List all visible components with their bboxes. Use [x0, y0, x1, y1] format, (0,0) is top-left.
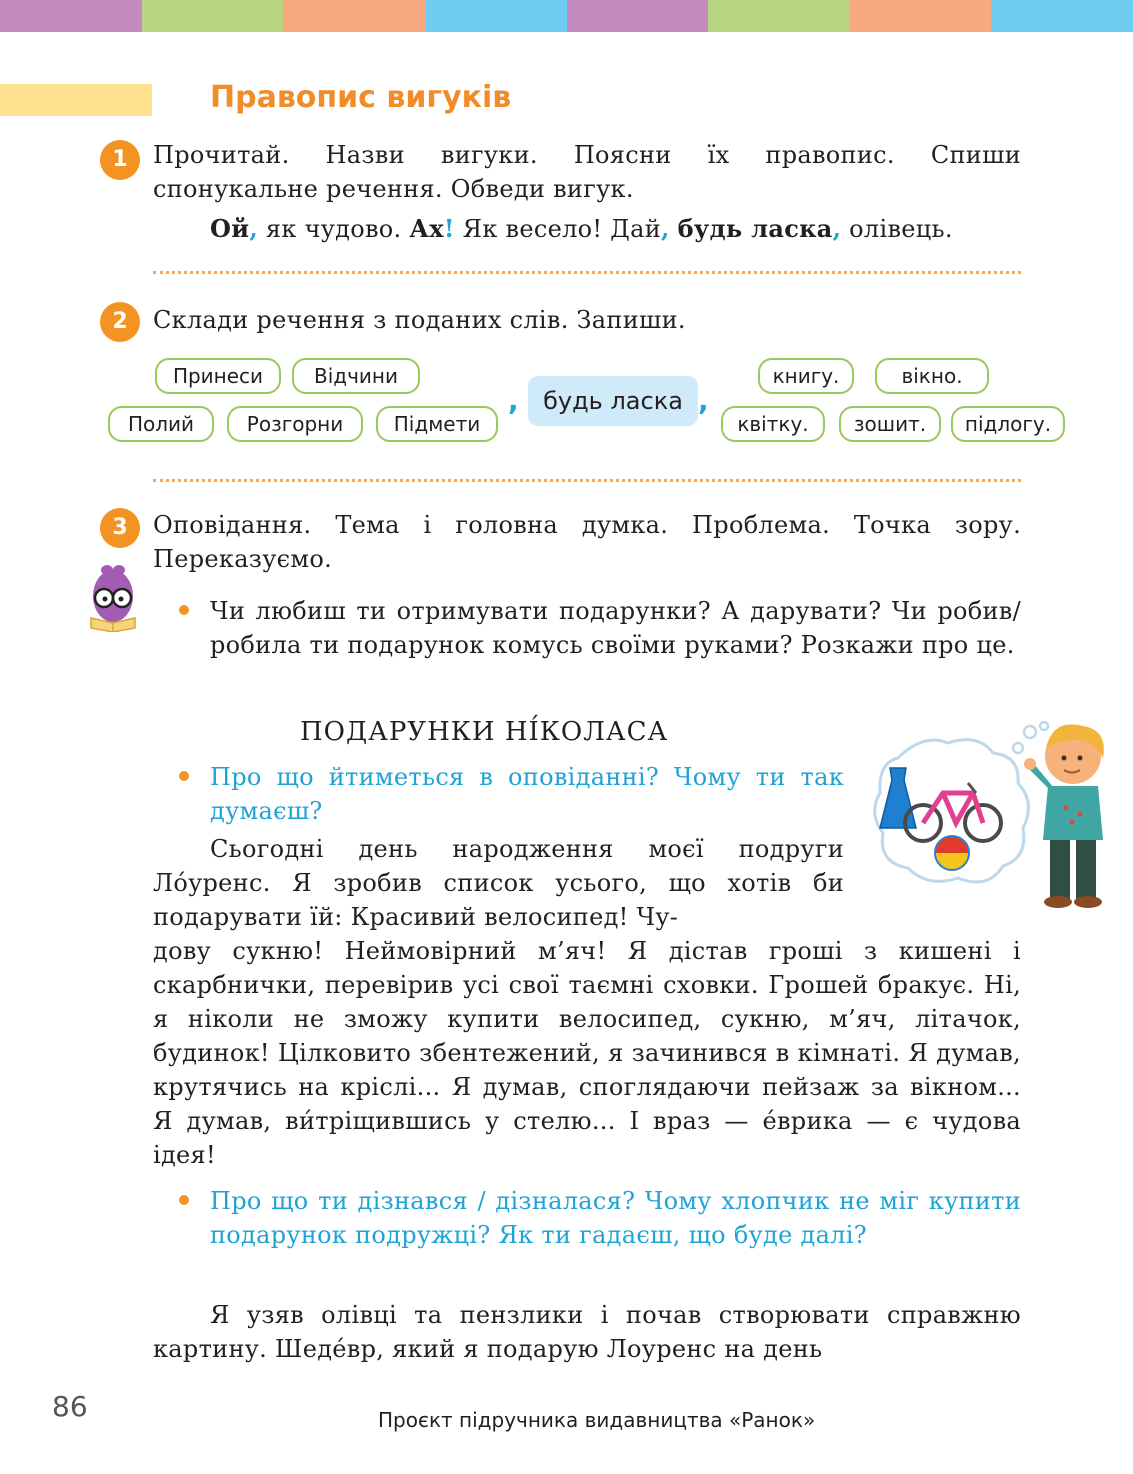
task1-instruction: Прочитай. Назви вигуки. Поясни їх правопис. Спиши спонукальне речення. Обведи вигук.: [153, 141, 1021, 203]
task3-instruction: Оповідання. Тема і головна думка. Проблема. Точка зору. Переказуємо.: [153, 511, 1021, 573]
stripe-segment: [283, 0, 425, 32]
stripe-segment: [708, 0, 850, 32]
word-chip: Полий: [108, 406, 214, 442]
stripe-segment: [0, 0, 142, 32]
word-chip: Розгорни: [227, 406, 363, 442]
comma: ,: [698, 384, 709, 417]
writing-line: [153, 271, 1021, 274]
interjection: будь ласка: [677, 214, 833, 243]
boy-thinking-illustration: [868, 718, 1113, 918]
stripe-segment: [142, 0, 284, 32]
page-title: Правопис вигуків: [210, 80, 512, 115]
boy-icon: [1024, 724, 1104, 908]
center-phrase-chip: будь ласка: [528, 376, 698, 426]
interjection: Ах: [409, 214, 444, 243]
footer-text: Проєкт підручника видавництва «Ранок»: [378, 1408, 816, 1432]
task3-question-2: Про що йтиметься в оповіданні? Чому ти так думаєш?: [210, 763, 844, 825]
ball-icon: [935, 836, 969, 870]
punctuation: !: [443, 214, 455, 243]
task3-question-3: Про що ти дізнався / дізналася? Чому хлопчик не міг купити подарунок подружці? Як ти гадаєш, що буде далі?: [210, 1187, 1021, 1249]
bullet: [179, 605, 189, 615]
example-text: олівець.: [841, 215, 953, 243]
example-text: [670, 215, 678, 243]
punctuation: ,: [249, 214, 258, 243]
word-chip: вікно.: [875, 358, 989, 394]
bullet: [179, 1195, 189, 1205]
word-chip: зошит.: [839, 406, 941, 442]
word-chip: книгу.: [758, 358, 854, 394]
word-chip: Відчини: [292, 358, 420, 394]
word-chip: підлогу.: [951, 406, 1065, 442]
bullet: [179, 771, 189, 781]
stripe-segment: [425, 0, 567, 32]
task-number-2: 2: [100, 302, 140, 342]
interjection: Ой: [210, 214, 250, 243]
task1-example: [210, 212, 1021, 246]
owl-reading-icon: [85, 560, 141, 632]
word-chip: квітку.: [721, 406, 825, 442]
word-chip: Принеси: [155, 358, 281, 394]
story-paragraph-1-top: Сьогодні день народження моєї подруги Ло́уренс. Я зробив список усього, що хотів би подарувати їй: Красивий велосипед! Чу-: [153, 835, 844, 931]
story-paragraph-2: Я узяв олівці та пензлики і почав створювати справжню картину. Шеде́вр, який я подарую Лоуренс на день: [153, 1301, 1021, 1363]
example-text: як чудово.: [257, 215, 410, 243]
top-color-stripe: [0, 0, 1133, 32]
punctuation: ,: [661, 214, 670, 243]
story-paragraph-1-rest: дову сукню! Неймовірний м’яч! Я дістав гроші з кишені і скарбнички, перевірив усі свої таємні сховки. Грошей бракує. Ні, я ніколи не зможу купити велосипед, сукню, м’яч, літачок, будинок! Цілковито збентежений, я зачинився в кімнаті. Я думав, крутячись на кріслі... Я думав, споглядаючи пейзаж за вікном... Я думав, ви́тріщившись у стелю... І враз — е́врика — є чудова ідея!: [153, 937, 1021, 1169]
task-number-1: 1: [100, 140, 140, 180]
comma: ,: [508, 384, 519, 417]
page-number: 86: [52, 1390, 88, 1423]
title-tab: [0, 84, 152, 116]
stripe-segment: [850, 0, 992, 32]
stripe-segment: [991, 0, 1133, 32]
stripe-segment: [567, 0, 709, 32]
task-number-3: 3: [100, 508, 140, 548]
story-title: ПОДАРУНКИ НІ́КОЛАСА: [300, 717, 669, 747]
task3-question-1: Чи любиш ти отримувати подарунки? А дарувати? Чи робив/робила ти подарунок комусь своїми руками? Розкажи про це.: [210, 597, 1021, 659]
writing-line: [153, 479, 1021, 482]
punctuation: ,: [832, 214, 842, 243]
example-text: Як весело! Дай: [454, 215, 662, 243]
word-chip: Підмети: [376, 406, 498, 442]
task2-instruction: Склади речення з поданих слів. Запиши.: [153, 306, 686, 334]
